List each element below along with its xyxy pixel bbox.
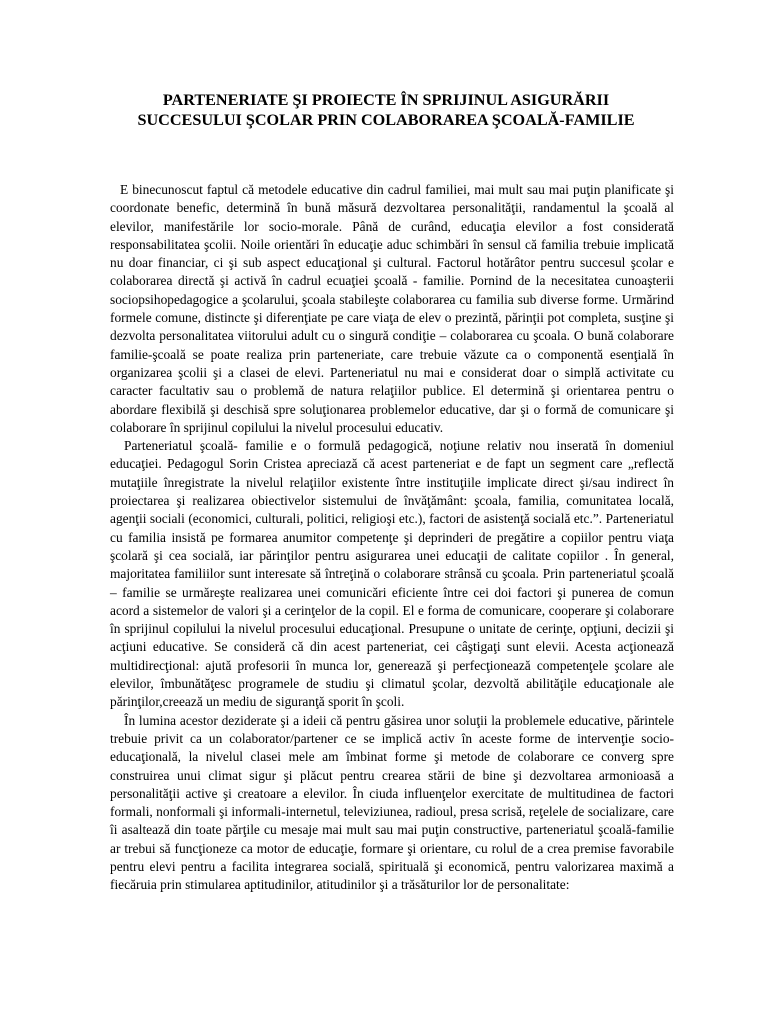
paragraph-2: Parteneriatul şcoală- familie e o formulă pedagogică, noţiune relativ nou inserată în domeniul educaţiei. Pedagogul Sorin Cristea apreciază că acest parteneriat e de fapt un segment care „reflectă mutaţiile înregistrate la nivelul relaţiilor existente între instituţiile implicate direct şi/sau indirect în proiectarea şi realizarea obiectivelor sistemului de învăţământ: şcoala, familia, comunitatea locală, agenţii sociali (economici, culturali, politici, religioşi etc.), factori de asistenţă socială etc.”. Parteneriatul cu familia insistă pe formarea anumitor competenţe şi deprinderi de pregătire a copiilor pentru viaţa şcolară şi cea socială, iar părinţilor pentru asigurarea unei educaţii de calitate copiilor . În general, majoritatea familiilor sunt interesate să întreţină o colaborare strânsă cu şcoala. Prin parteneriatul şcoală – familie se urmăreşte realizarea unei comunicări eficiente între cei doi factori şi punerea de comun acord a sistemelor de valori şi a cerinţelor de la copil. El e forma de comunicare, cooperare şi colaborare în sprijinul copilului la nivelul procesului educaţional. Presupune o unitate de cerinţe, opţiuni, decizii şi acţiuni educative. Se consideră că din acest parteneriat, cei câştigaţi sunt elevii. Acesta acţionează multidirecţional: ajută profesorii în munca lor, generează şi perfecţionează competenţele şcolare ale elevilor, îmbunătăţesc programele de studiu şi climatul şcolar, dezvoltă abilităţile educaţionale ale părinţilor,creează un mediu de siguranţă sporit în şcoli. xyxy=(110,438,674,710)
document-title xyxy=(96,90,676,130)
paragraph-1: E binecunoscut faptul că metodele educative din cadrul familiei, mai mult sau mai puţin planificate şi coordonate benefic, determină în bună măsură dezvoltarea personalităţii, randamentul la şcoală al elevilor, manifestările lor socio-morale. Până de curând, educaţia elevilor a fost considerată responsabilitatea şcolii. Noile orientări în educaţie aduc schimbări în sensul că familia trebuie implicată nu doar financiar, ci şi sub aspect educaţional şi cultural. Factorul hotărâtor pentru succesul şcolar e colaborarea directă şi activă în cadrul ecuaţiei şcoală - familie. Pornind de la necesitatea cunoaşterii sociopsihopedagogice a şcolarului, şcoala stabileşte colaborarea cu familia sub diverse forme. Urmărind formele comune, distincte şi diferenţiate pe care viaţa de elev o prezintă, părinţii pot completa, susţine şi dezvolta personalitatea viitorului adult cu o singură condiţie – colaborarea cu şcoala. O bună colaborare familie-şcoală se poate realiza prin parteneriate, care trebuie văzute ca o componentă esenţială în organizarea şcolii şi a clasei de elevi. Parteneriatul nu mai e considerat doar o simplă activitate cu caracter facultativ sau o problemă de natura relaţiilor publice. El determină şi orientarea pentru o abordare flexibilă şi deschisă spre soluţionarea problemelor educative, dar şi o formă de comunicare şi colaborare în sprijinul copilului la nivelul procesului educativ. xyxy=(110,182,674,435)
title-line-1: PARTENERIATE ŞI PROIECTE ÎN SPRIJINUL ASIGURĂRII xyxy=(162,91,610,109)
title-line-2: SUCCESULUI ŞCOLAR PRIN COLABORAREA ŞCOALĂ-FAMILIE xyxy=(137,111,635,129)
paragraph-3: În lumina acestor deziderate şi a ideii că pentru găsirea unor soluţii la problemele educative, părintele trebuie privit ca un colaborator/partener ce se implică activ în aceste forme de intervenţie socio-educaţională, la nivelul clasei mele am îmbinat forme şi metode de colaborare ce converg spre construirea unui climat sigur şi plăcut pentru crearea stării de bine şi dezvoltarea armonioasă a personalităţii active şi creatoare a elevilor. În ciuda influenţelor exercitate de multitudinea de factori formali, nonformali şi informali-internetul, televiziunea, radioul, presa scrisă, reţelele de socializare, care îi asaltează din toate părţile cu mesaje mai mult sau mai puţin constructive, parteneriatul şcoală-familie ar trebui să funcţioneze ca motor de educaţie, formare şi orientare, cu rolul de a crea premise favorabile pentru elevi pentru a facilita integrarea socială, spirituală şi economică, pentru valorizarea maximă a fiecăruia prin stimularea aptitudinilor, atitudinilor şi a trăsăturilor lor de personalitate: xyxy=(110,712,674,893)
document-body xyxy=(110,181,674,895)
